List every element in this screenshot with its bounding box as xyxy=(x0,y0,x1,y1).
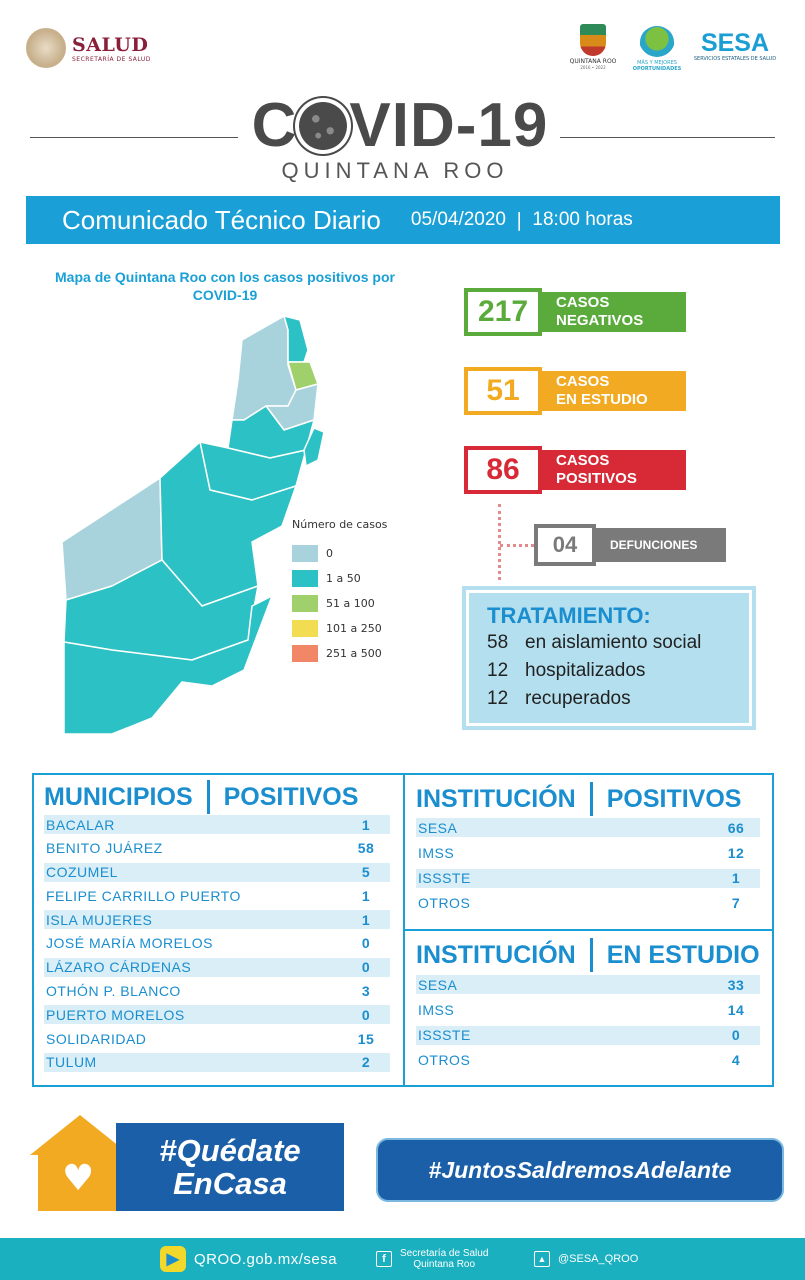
table-row xyxy=(416,843,760,862)
row-name: JOSÉ MARÍA MORELOS xyxy=(46,935,213,952)
footer-twitter-text: @SESA_QROO xyxy=(558,1253,639,1265)
quedate-line2: EnCasa xyxy=(173,1166,287,1201)
legend-swatch xyxy=(292,545,318,562)
quintana-roo-logo xyxy=(564,24,622,70)
municipios-header-right: POSITIVOS xyxy=(223,782,359,811)
table-row xyxy=(44,1005,390,1024)
quedate-en-casa-banner xyxy=(24,1115,344,1215)
row-name: BACALAR xyxy=(46,816,115,833)
table-row xyxy=(44,815,390,834)
footer-twitter-link[interactable] xyxy=(534,1251,638,1267)
map-region-lazaro-cardenas xyxy=(232,316,296,420)
mas-mejores-oportunidades-logo xyxy=(630,26,684,72)
institucion-positivos-header-left: INSTITUCIÓN xyxy=(416,784,576,813)
tratamiento-title: TRATAMIENTO: xyxy=(487,603,651,628)
table-row xyxy=(44,910,390,929)
legend-label: 51 a 100 xyxy=(326,597,375,610)
institucion-positivos-header-right: POSITIVOS xyxy=(606,784,742,813)
map-legend xyxy=(292,518,387,666)
salud-logo-name: SALUD xyxy=(72,33,149,56)
row-value: 33 xyxy=(727,976,745,993)
row-value: 15 xyxy=(357,1030,375,1047)
row-name: PUERTO MORELOS xyxy=(46,1006,185,1023)
legend-swatch xyxy=(292,570,318,587)
page-subtitle: QUINTANA ROO xyxy=(281,158,509,183)
tratamiento-label: recuperados xyxy=(525,688,631,709)
tratamiento-row xyxy=(487,657,749,685)
row-name: ISSSTE xyxy=(418,1027,471,1044)
connector-dots-horizontal xyxy=(500,544,534,547)
casos-estudio-value: 51 xyxy=(464,367,542,415)
page-title xyxy=(240,91,560,160)
row-name: OTHÓN P. BLANCO xyxy=(46,983,181,1000)
municipios-table xyxy=(44,815,390,1077)
title-rule-right xyxy=(560,137,775,138)
row-name: ISSSTE xyxy=(418,870,471,887)
legend-swatch xyxy=(292,595,318,612)
sesa-logo-sub: SERVICIOS ESTATALES DE SALUD xyxy=(693,56,777,62)
row-value: 4 xyxy=(731,1052,741,1069)
institucion-estudio-header-left: INSTITUCIÓN xyxy=(416,940,576,969)
defunciones-label: DEFUNCIONES xyxy=(596,528,726,562)
footer xyxy=(0,1238,805,1280)
connector-dots-vertical xyxy=(498,504,501,580)
legend-label: 251 a 500 xyxy=(326,647,382,660)
tree-icon xyxy=(640,26,674,58)
casos-estudio-card xyxy=(464,367,686,415)
row-name: OTROS xyxy=(418,1052,471,1069)
casos-negativos-label: CASOS NEGATIVOS xyxy=(542,292,686,332)
table-row xyxy=(416,1000,760,1019)
legend-title: Número de casos xyxy=(292,518,388,531)
table-row xyxy=(44,982,390,1001)
title-rule-left xyxy=(30,137,238,138)
institucion-estudio-header-right: EN ESTUDIO xyxy=(606,940,760,969)
defunciones-card xyxy=(534,524,726,566)
row-value: 0 xyxy=(361,1006,371,1023)
institucion-estudio-table xyxy=(416,975,760,1076)
municipios-header-left: MUNICIPIOS xyxy=(44,782,193,811)
table-row xyxy=(44,934,390,953)
casos-positivos-card xyxy=(464,446,686,494)
row-name: FELIPE CARRILLO PUERTO xyxy=(46,887,241,904)
row-name: BENITO JUÁREZ xyxy=(46,840,163,857)
legend-item xyxy=(292,591,387,616)
virus-icon xyxy=(299,102,347,150)
table-row xyxy=(416,1051,760,1070)
sesa-logo-name: SESA xyxy=(700,29,770,57)
casos-positivos-value: 86 xyxy=(464,446,542,494)
row-name: IMSS xyxy=(418,844,455,861)
row-name: SOLIDARIDAD xyxy=(46,1030,147,1047)
sesa-logo xyxy=(690,30,780,62)
map-title: Mapa de Quintana Roo con los casos positivos por COVID-19 xyxy=(55,269,395,303)
website-icon: ▶ xyxy=(160,1246,186,1272)
municipios-table-header xyxy=(44,780,358,814)
defunciones-value: 04 xyxy=(534,524,596,566)
report-separator: | xyxy=(516,209,523,231)
table-row xyxy=(416,894,760,913)
tratamiento-row xyxy=(487,629,749,657)
row-value: 2 xyxy=(361,1054,371,1071)
table-row xyxy=(416,1026,760,1045)
table-row xyxy=(44,1029,390,1048)
mexico-seal-icon xyxy=(26,28,66,68)
tratamiento-box xyxy=(462,586,756,730)
title-post: VID-19 xyxy=(349,91,549,160)
legend-item xyxy=(292,541,387,566)
header-separator xyxy=(207,780,210,814)
tables-divider-horizontal xyxy=(404,929,774,931)
table-row xyxy=(44,886,390,905)
row-value: 14 xyxy=(727,1001,745,1018)
row-name: SESA xyxy=(418,976,458,993)
heart-icon: ♥ xyxy=(62,1158,95,1199)
report-time: 18:00 horas xyxy=(532,209,633,230)
row-value: 0 xyxy=(731,1027,741,1044)
legend-swatch xyxy=(292,645,318,662)
header-separator xyxy=(590,938,593,972)
row-name: TULUM xyxy=(46,1054,97,1071)
row-value: 66 xyxy=(727,819,745,836)
row-value: 1 xyxy=(361,911,371,928)
quintana-roo-logo-name: QUINTANA ROO xyxy=(569,58,617,65)
mmo-line2: OPORTUNIDADES xyxy=(632,66,682,72)
casos-negativos-card xyxy=(464,288,686,336)
legend-label: 0 xyxy=(326,547,333,560)
table-row xyxy=(44,839,390,858)
footer-facebook-line1: Secretaría de Salud xyxy=(400,1248,489,1259)
footer-website-link[interactable] xyxy=(160,1246,337,1272)
row-name: ISLA MUJERES xyxy=(46,911,153,928)
map-region-isla-mujeres xyxy=(284,316,308,362)
row-value: 0 xyxy=(361,959,371,976)
tratamiento-count: 12 xyxy=(487,688,509,709)
report-date: 05/04/2020 xyxy=(410,209,506,230)
tratamiento-count: 58 xyxy=(487,632,509,653)
row-name: OTROS xyxy=(418,895,471,912)
facebook-icon: f xyxy=(376,1251,392,1267)
report-banner xyxy=(26,196,780,244)
salud-logo xyxy=(26,28,151,68)
table-row xyxy=(44,958,390,977)
row-value: 12 xyxy=(727,844,745,861)
row-value: 1 xyxy=(361,816,371,833)
legend-label: 101 a 250 xyxy=(326,622,382,635)
row-name: SESA xyxy=(418,819,458,836)
table-row xyxy=(416,818,760,837)
institucion-estudio-header xyxy=(416,938,760,972)
table-row xyxy=(416,869,760,888)
tratamiento-count: 12 xyxy=(487,660,509,681)
institucion-positivos-header xyxy=(416,782,741,816)
row-value: 0 xyxy=(361,935,371,952)
table-row xyxy=(44,863,390,882)
row-name: IMSS xyxy=(418,1001,455,1018)
salud-logo-sub: SECRETARÍA DE SALUD xyxy=(72,55,151,63)
casos-positivos-label: CASOS POSITIVOS xyxy=(542,450,686,490)
row-value: 3 xyxy=(361,983,371,1000)
table-row xyxy=(44,1053,390,1072)
row-value: 7 xyxy=(731,895,741,912)
legend-item xyxy=(292,641,387,666)
row-value: 1 xyxy=(361,887,371,904)
juntos-saldremos-banner: #JuntosSaldremosAdelante xyxy=(376,1138,784,1202)
row-value: 58 xyxy=(357,840,375,857)
casos-estudio-label: CASOS EN ESTUDIO xyxy=(542,371,686,411)
row-name: COZUMEL xyxy=(46,864,118,881)
row-name: LÁZARO CÁRDENAS xyxy=(46,959,192,976)
row-value: 1 xyxy=(731,870,741,887)
legend-label: 1 a 50 xyxy=(326,572,361,585)
tratamiento-label: en aislamiento social xyxy=(525,632,702,653)
header-separator xyxy=(590,782,593,816)
tratamiento-row xyxy=(487,685,749,713)
report-title: Comunicado Técnico Diario xyxy=(62,204,381,235)
footer-facebook-line2: Quintana Roo xyxy=(413,1259,476,1270)
legend-swatch xyxy=(292,620,318,637)
row-value: 5 xyxy=(361,864,371,881)
footer-website-text: QROO.gob.mx/sesa xyxy=(194,1250,338,1268)
institucion-positivos-table xyxy=(416,818,760,919)
quintana-roo-logo-years: 2016 • 2022 xyxy=(580,65,606,70)
title-pre: C xyxy=(251,91,298,160)
quedate-line1: #Quédate xyxy=(159,1133,301,1168)
casos-negativos-value: 217 xyxy=(464,288,542,336)
legend-item xyxy=(292,566,387,591)
tratamiento-label: hospitalizados xyxy=(525,660,646,681)
twitter-icon: ▲ xyxy=(534,1251,550,1267)
table-row xyxy=(416,975,760,994)
footer-facebook-link[interactable] xyxy=(376,1248,488,1270)
quintana-roo-shield-icon xyxy=(580,24,606,56)
mmo-line1: MÁS Y MEJORES xyxy=(637,60,677,66)
legend-item xyxy=(292,616,387,641)
